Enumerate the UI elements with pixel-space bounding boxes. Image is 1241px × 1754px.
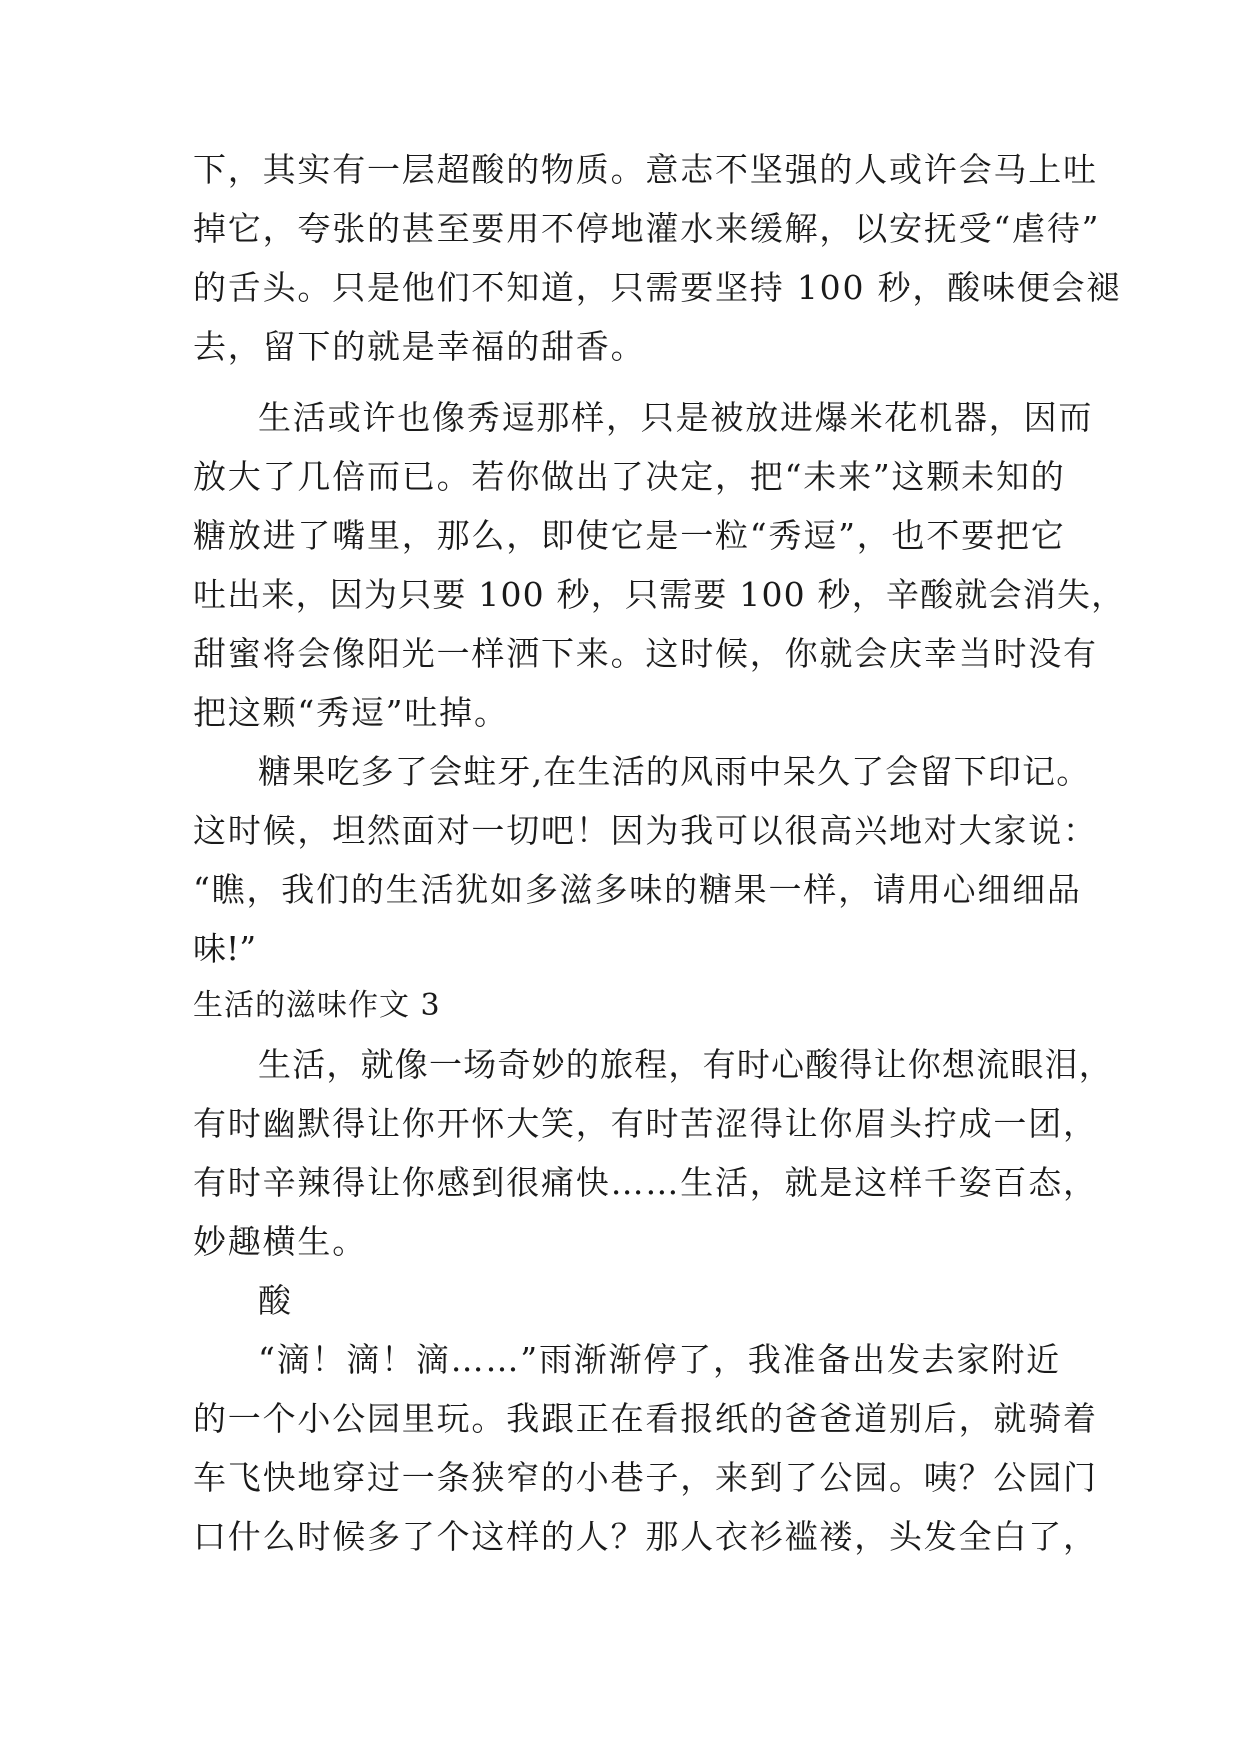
paragraph-first-line: 糖果吃多了会蛀牙,在生活的风雨中呆久了会留下印记。 [258,752,1091,791]
section-heading: 生活的滋味作文 3 [193,988,441,1023]
paragraph-first-line: 生活或许也像秀逗那样，只是被放进爆米花机器，因而 [258,398,1094,437]
text-line: 的舌头。只是他们不知道，只需要坚持 100 秒，酸味便会褪 [193,268,1122,307]
text-line: 车飞快地穿过一条狭窄的小巷子，来到了公园。咦？公园门 [193,1458,1098,1497]
text-line: 吐出来，因为只要 100 秒，只需要 100 秒，辛酸就会消失， [193,575,1126,614]
text-line: 有时幽默得让你开怀大笑，有时苦涩得让你眉头拧成一团， [193,1104,1098,1143]
paragraph-first-line: “滴！滴！滴……”雨渐渐停了，我准备出发去家附近 [258,1340,1061,1379]
text-line: 放大了几倍而已。若你做出了决定，把“未来”这颗未知的 [193,457,1066,496]
text-line: 把这颗“秀逗”吐掉。 [193,693,509,732]
text-line: 味!” [193,929,257,968]
text-line: 有时辛辣得让你感到很痛快……生活，就是这样千姿百态， [193,1163,1098,1202]
text-line: 下，其实有一层超酸的物质。意志不坚强的人或许会马上吐 [193,150,1098,189]
text-line: 甜蜜将会像阳光一样洒下来。这时候，你就会庆幸当时没有 [193,634,1098,673]
subheading-sour: 酸 [258,1281,291,1320]
text-line: 掉它，夸张的甚至要用不停地灌水来缓解，以安抚受“虐待” [193,209,1101,248]
text-line: 去，留下的就是幸福的甜香。 [193,327,646,366]
text-line: 口什么时候多了个这样的人？那人衣衫褴褛，头发全白了， [193,1517,1098,1556]
text-line: 这时候，坦然面对一切吧！因为我可以很高兴地对大家说： [193,811,1098,850]
text-line: 妙趣横生。 [193,1222,367,1261]
text-line: 糖放进了嘴里，那么，即使它是一粒“秀逗”，也不要把它 [193,516,1066,555]
text-line: 的一个小公园里玩。我跟正在看报纸的爸爸道别后，就骑着 [193,1399,1098,1438]
paragraph-first-line: 生活，就像一场奇妙的旅程，有时心酸得让你想流眼泪， [258,1045,1113,1084]
text-line: “瞧，我们的生活犹如多滋多味的糖果一样，请用心细细品 [193,870,1082,909]
